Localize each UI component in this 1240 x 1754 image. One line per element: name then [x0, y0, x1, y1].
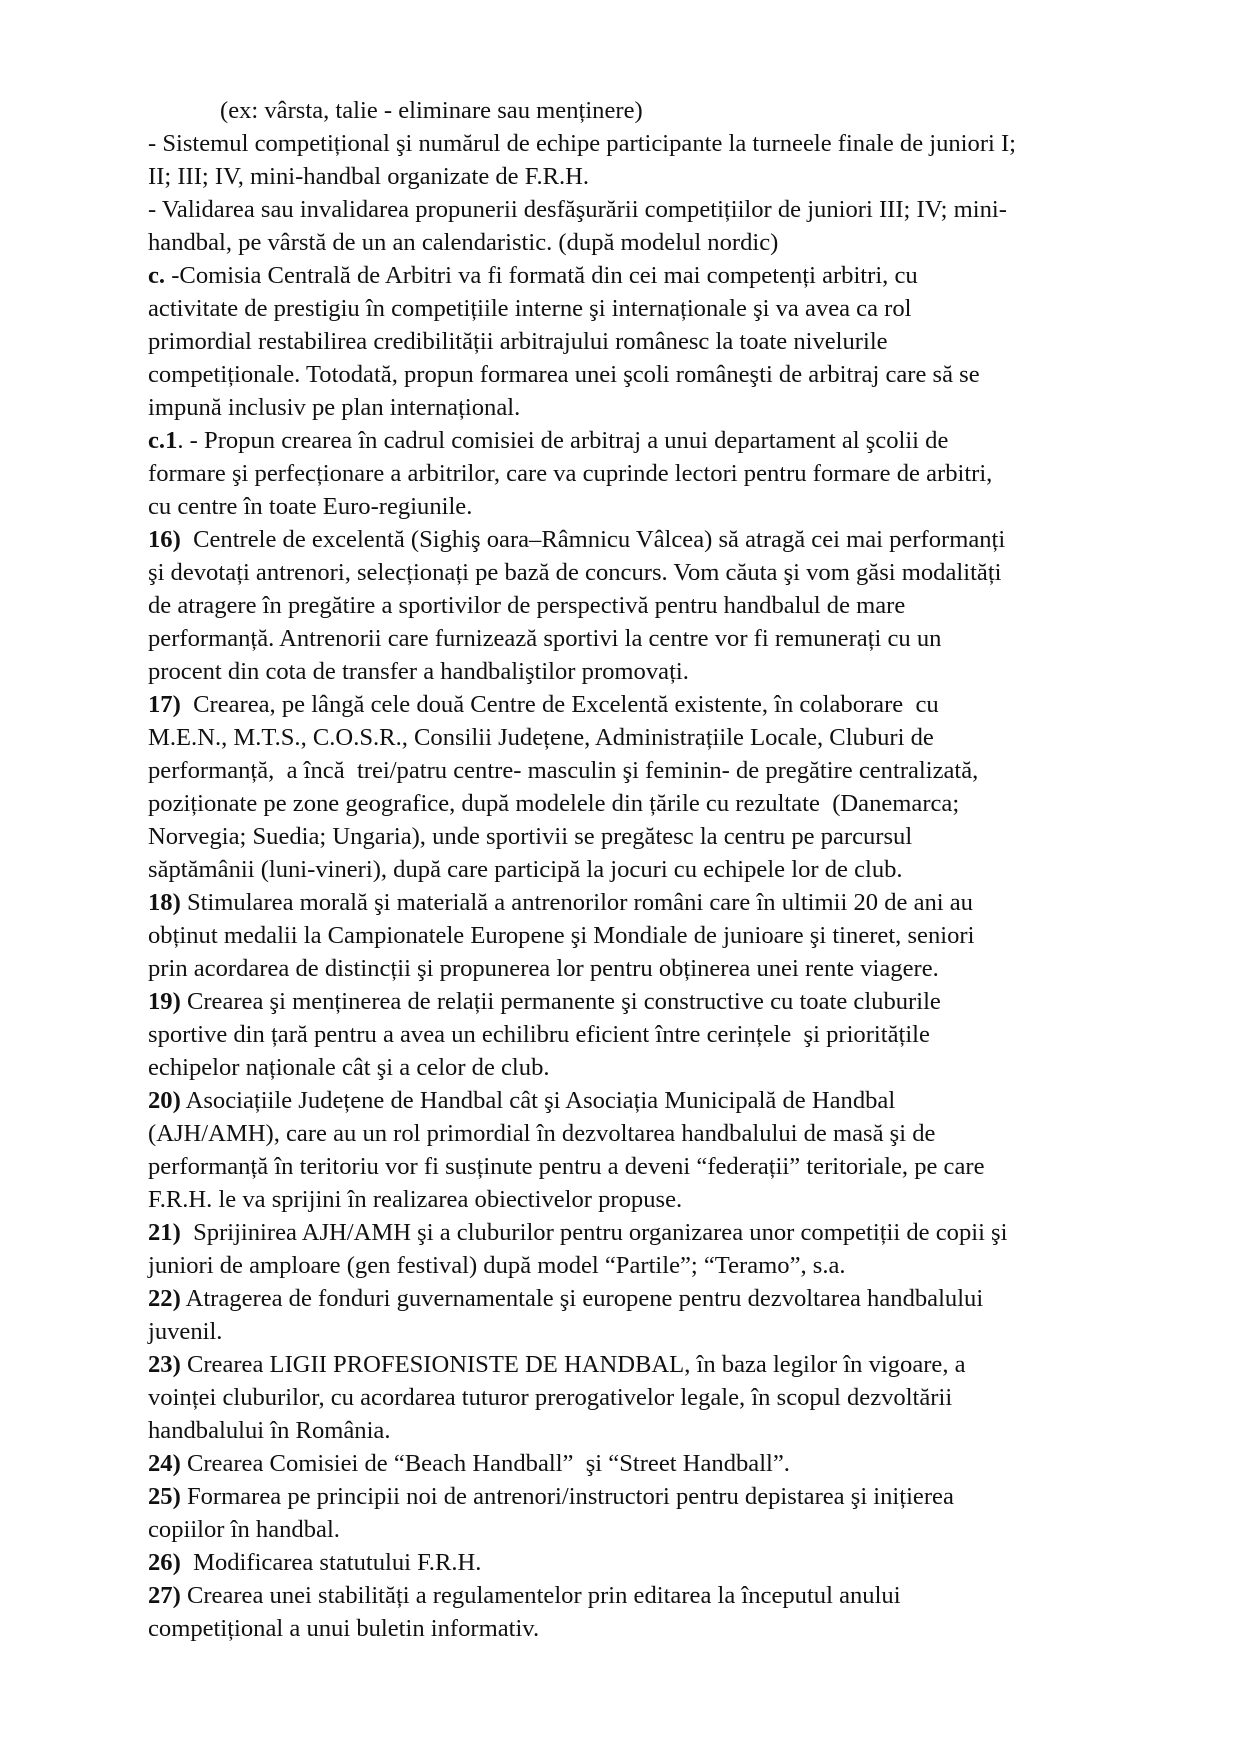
item-label: c.: [148, 262, 166, 289]
text-line: [148, 193, 1158, 226]
line-text: obținut medalii la Campionatele Europene şi Mondiale de junioare şi tineret, seniori: [148, 922, 975, 949]
line-text: cu centre în toate Euro-regiunile.: [148, 493, 473, 520]
text-line: [148, 259, 1158, 292]
text-line: [148, 1348, 1158, 1381]
text-line: [148, 226, 1158, 259]
line-text: juvenil.: [148, 1318, 223, 1345]
text-line: [148, 721, 1158, 754]
line-text: performanță, a încă trei/patru centre- masculin şi feminin- de pregătire centralizată,: [148, 757, 979, 784]
text-line: [148, 1447, 1158, 1480]
line-text: -Comisia Centrală de Arbitri va fi formată din cei mai competenți arbitri, cu: [165, 262, 918, 289]
item-label: 17): [148, 691, 181, 718]
text-line: [148, 1513, 1158, 1546]
line-text: formare şi perfecționare a arbitrilor, care va cuprinde lectori pentru formare de arbitri,: [148, 460, 993, 487]
text-line: [148, 787, 1158, 820]
text-line: [148, 1249, 1158, 1282]
line-text: F.R.H. le va sprijini în realizarea obiectivelor propuse.: [148, 1186, 683, 1213]
text-line: [148, 127, 1158, 160]
line-text: Asociațiile Județene de Handbal cât şi Asociația Municipală de Handbal: [180, 1087, 896, 1114]
item-label: 21): [148, 1219, 181, 1246]
text-line: [148, 853, 1158, 886]
item-label: 18): [148, 889, 181, 916]
text-line: [148, 919, 1158, 952]
text-line: [148, 1084, 1158, 1117]
text-line: [148, 952, 1158, 985]
line-text: activitate de prestigiu în competițiile interne şi internaționale şi va avea ca rol: [148, 295, 912, 322]
line-text: Modificarea statutului F.R.H.: [180, 1549, 482, 1576]
line-text: performanță. Antrenorii care furnizează sportivi la centre vor fi remunerați cu un: [148, 625, 942, 652]
item-label: 23): [148, 1351, 181, 1378]
line-text: . - Propun crearea în cadrul comisiei de arbitraj a unui departament al şcolii de: [177, 427, 949, 454]
line-text: II; III; IV, mini-handbal organizate de F.R.H.: [148, 163, 590, 190]
line-text: copiilor în handbal.: [148, 1516, 340, 1543]
line-text: procent din cota de transfer a handbaliştilor promovați.: [148, 658, 689, 685]
text-line: [148, 1216, 1158, 1249]
text-line: [148, 754, 1158, 787]
text-line: [148, 1315, 1158, 1348]
line-text: Crearea, pe lângă cele două Centre de Excelentă existente, în colaborare cu: [180, 691, 939, 718]
line-text: prin acordarea de distincții şi propunerea lor pentru obținerea unei rente viagere.: [148, 955, 939, 982]
item-label: 22): [148, 1285, 181, 1312]
text-line: [148, 985, 1158, 1018]
line-text: Formarea pe principii noi de antrenori/instructori pentru depistarea şi inițierea: [180, 1483, 954, 1510]
text-line: [148, 820, 1158, 853]
line-text: handbal, pe vârstă de un an calendaristic. (după modelul nordic): [148, 229, 779, 256]
text-line: [148, 391, 1158, 424]
line-text: Crearea şi menținerea de relații permanente şi constructive cu toate cluburile: [180, 988, 941, 1015]
line-text: (ex: vârsta, talie - eliminare sau menținere): [220, 97, 643, 124]
text-line: [148, 655, 1158, 688]
line-text: de atragere în pregătire a sportivilor de perspectivă pentru handbalul de mare: [148, 592, 906, 619]
text-line: [148, 1018, 1158, 1051]
line-text: sportive din țară pentru a avea un echilibru eficient între cerințele şi prioritățile: [148, 1021, 930, 1048]
line-text: primordial restabilirea credibilității arbitrajului românesc la toate nivelurile: [148, 328, 888, 355]
text-line: [148, 358, 1158, 391]
text-line: [148, 1183, 1158, 1216]
item-label: 16): [148, 526, 181, 553]
text-line: [148, 292, 1158, 325]
line-text: impună inclusiv pe plan internațional.: [148, 394, 521, 421]
text-line: [148, 94, 1158, 127]
item-label: 27): [148, 1582, 181, 1609]
item-label: 20): [148, 1087, 181, 1114]
line-text: - Sistemul competițional şi numărul de echipe participante la turneele finale de juniori I;: [148, 130, 1017, 157]
text-line: [148, 1150, 1158, 1183]
line-text: Norvegia; Suedia; Ungaria), unde sportivii se pregătesc la centru pe parcursul: [148, 823, 913, 850]
text-line: [148, 523, 1158, 556]
text-line: [148, 688, 1158, 721]
text-line: [148, 1546, 1158, 1579]
line-text: poziționate pe zone geografice, după modelele din țările cu rezultate (Danemarca;: [148, 790, 960, 817]
line-text: Crearea unei stabilități a regulamentelor prin editarea la începutul anului: [180, 1582, 901, 1609]
item-label: 19): [148, 988, 181, 1015]
item-label: 24): [148, 1450, 181, 1477]
text-line: [148, 556, 1158, 589]
text-line: [148, 589, 1158, 622]
line-text: Sprijinirea AJH/AMH şi a cluburilor pentru organizarea unor competiții de copii şi: [180, 1219, 1008, 1246]
text-line: [148, 1480, 1158, 1513]
text-line: [148, 1381, 1158, 1414]
line-text: juniori de amploare (gen festival) după model “Partile”; “Teramo”, s.a.: [148, 1252, 846, 1279]
line-text: Atragerea de fonduri guvernamentale şi europene pentru dezvoltarea handbalului: [180, 1285, 984, 1312]
line-text: Centrele de excelentă (Sighiş oara–Râmnicu Vâlcea) să atragă cei mai performanți: [180, 526, 1006, 553]
text-line: [148, 1051, 1158, 1084]
line-text: săptămânii (luni-vineri), după care participă la jocuri cu echipele lor de club.: [148, 856, 903, 883]
text-line: [148, 1117, 1158, 1150]
line-text: Stimularea morală şi materială a antrenorilor români care în ultimii 20 de ani au: [180, 889, 973, 916]
line-text: handbalului în România.: [148, 1417, 391, 1444]
line-text: echipelor naționale cât şi a celor de club.: [148, 1054, 550, 1081]
item-label: 26): [148, 1549, 181, 1576]
line-text: Crearea Comisiei de “Beach Handball” şi “Street Handball”.: [180, 1450, 790, 1477]
line-text: competițional a unui buletin informativ.: [148, 1615, 540, 1642]
text-line: [148, 160, 1158, 193]
item-label: c.1: [148, 427, 178, 454]
line-text: (AJH/AMH), care au un rol primordial în dezvoltarea handbalului de masă şi de: [148, 1120, 936, 1147]
text-line: [148, 325, 1158, 358]
line-text: şi devotați antrenori, selecționați pe bază de concurs. Vom căuta şi vom găsi modalități: [148, 559, 1002, 586]
text-line: [148, 886, 1158, 919]
line-text: - Validarea sau invalidarea propunerii desfăşurării competițiilor de juniori III; IV; mini-: [148, 196, 1007, 223]
text-line: [148, 1612, 1158, 1645]
text-line: [148, 1282, 1158, 1315]
text-line: [148, 1414, 1158, 1447]
text-line: [148, 424, 1158, 457]
line-text: voinței cluburilor, cu acordarea tuturor prerogativelor legale, în scopul dezvoltării: [148, 1384, 953, 1411]
text-line: [148, 490, 1158, 523]
item-label: 25): [148, 1483, 181, 1510]
document-page: [148, 94, 1158, 1645]
text-line: [148, 1579, 1158, 1612]
line-text: competiționale. Totodată, propun formarea unei şcoli româneşti de arbitraj care să se: [148, 361, 980, 388]
line-text: Crearea LIGII PROFESIONISTE DE HANDBAL, în baza legilor în vigoare, a: [180, 1351, 966, 1378]
line-text: M.E.N., M.T.S., C.O.S.R., Consilii Județene, Administrațiile Locale, Cluburi de: [148, 724, 934, 751]
text-line: [148, 622, 1158, 655]
text-line: [148, 457, 1158, 490]
line-text: performanță în teritoriu vor fi susținute pentru a deveni “federații” teritoriale, pe care: [148, 1153, 985, 1180]
